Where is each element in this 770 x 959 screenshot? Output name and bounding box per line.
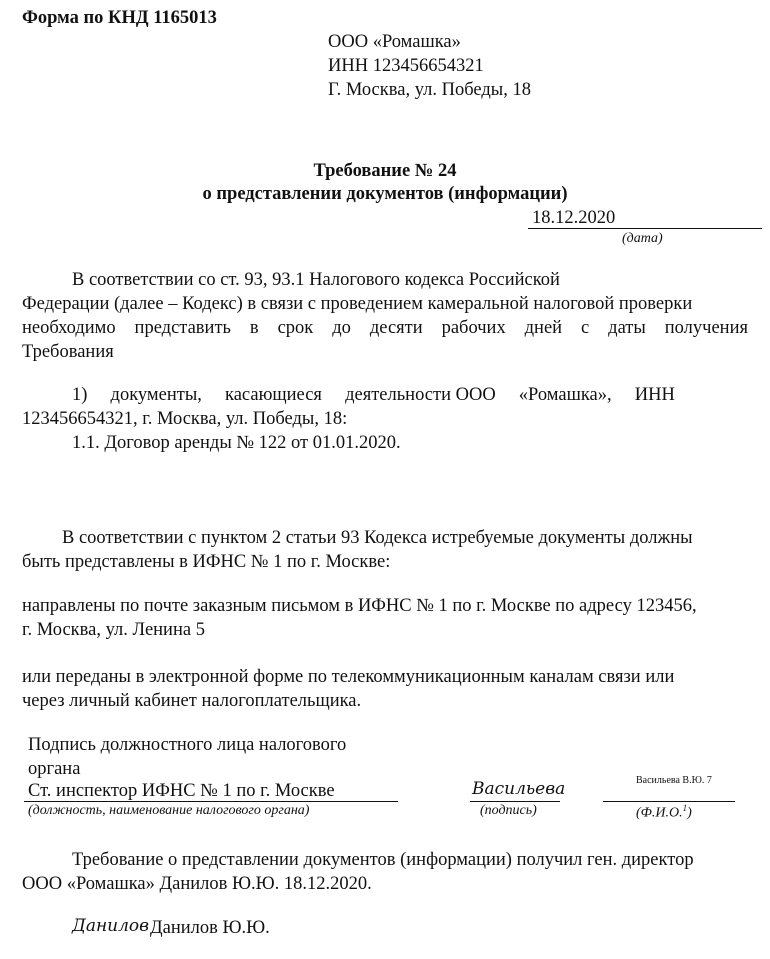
addressee-name: ООО «Ромашка»: [328, 32, 461, 52]
addressee-inn: ИНН 123456654321: [328, 56, 484, 76]
signature-label-line2: органа: [28, 759, 81, 779]
fio-caption-text: (Ф.И.О.: [636, 805, 683, 821]
para1-line2: Федерации (далее – Кодекс) в связи с проведением камеральной налоговой проверки: [22, 294, 693, 314]
item1-line2: 123456654321, г. Москва, ул. Победы, 18:: [22, 409, 348, 429]
official-position: Ст. инспектор ИФНС № 1 по г. Москве: [28, 781, 335, 801]
form-code: Форма по КНД 1165013: [22, 8, 217, 28]
fio-underline: [603, 801, 735, 802]
receiver-name: Данилов Ю.Ю.: [150, 918, 270, 938]
addressee-address: Г. Москва, ул. Победы, 18: [328, 80, 531, 100]
document-title-line1: Требование № 24: [313, 161, 457, 181]
position-underline: [24, 801, 398, 802]
item1-sub: 1.1. Договор аренды № 122 от 01.01.2020.: [72, 433, 401, 453]
official-signature: Васильева: [472, 779, 566, 799]
signature-label-line1: Подпись должностного лица налогового: [28, 735, 347, 755]
fio-caption-superscript: 1: [682, 803, 688, 813]
fio-caption: [636, 803, 692, 822]
receipt-line1: Требование о представлении документов (информации) получил ген. директор: [72, 850, 694, 870]
para2-line1: В соответствии с пунктом 2 статьи 93 Кодекса истребуемые документы должны: [62, 528, 693, 548]
para1-line4: Требования: [22, 342, 114, 362]
position-caption: (должность, наименование налогового органа): [28, 803, 310, 818]
item1-line1: 1) документы, касающиеся деятельности ООО «Ромашка», ИНН: [72, 385, 675, 405]
receipt-line2: ООО «Ромашка» Данилов Ю.Ю. 18.12.2020.: [22, 874, 372, 894]
para1-line3: необходимо представить в срок до десяти рабочих дней с даты получения: [22, 318, 748, 338]
fio-caption-end: ): [687, 805, 692, 821]
para4-line1: или переданы в электронной форме по телекоммуникационным каналам связи или: [22, 667, 675, 687]
para1-line3-block: [22, 316, 748, 340]
signature-underline: [470, 801, 560, 802]
date-value: 18.12.2020: [532, 208, 616, 228]
para3-line1: направлены по почте заказным письмом в ИФНС № 1 по г. Москве по адресу 123456,: [22, 596, 697, 616]
para1-line1: В соответствии со ст. 93, 93.1 Налогового кодекса Российской: [72, 270, 560, 290]
para4-line2: через личный кабинет налогоплательщика.: [22, 691, 362, 711]
date-caption: (дата): [622, 231, 663, 246]
para2-line2: быть представлены в ИФНС № 1 по г. Москве:: [22, 552, 391, 572]
para3-line2: г. Москва, ул. Ленина 5: [22, 620, 205, 640]
date-underline: [528, 228, 762, 229]
receiver-signature: Данилов: [72, 916, 150, 936]
official-fio: Васильева В.Ю. 7: [636, 775, 712, 786]
document-title-line2: о представлении документов (информации): [202, 184, 568, 204]
signature-caption: (подпись): [480, 803, 537, 818]
